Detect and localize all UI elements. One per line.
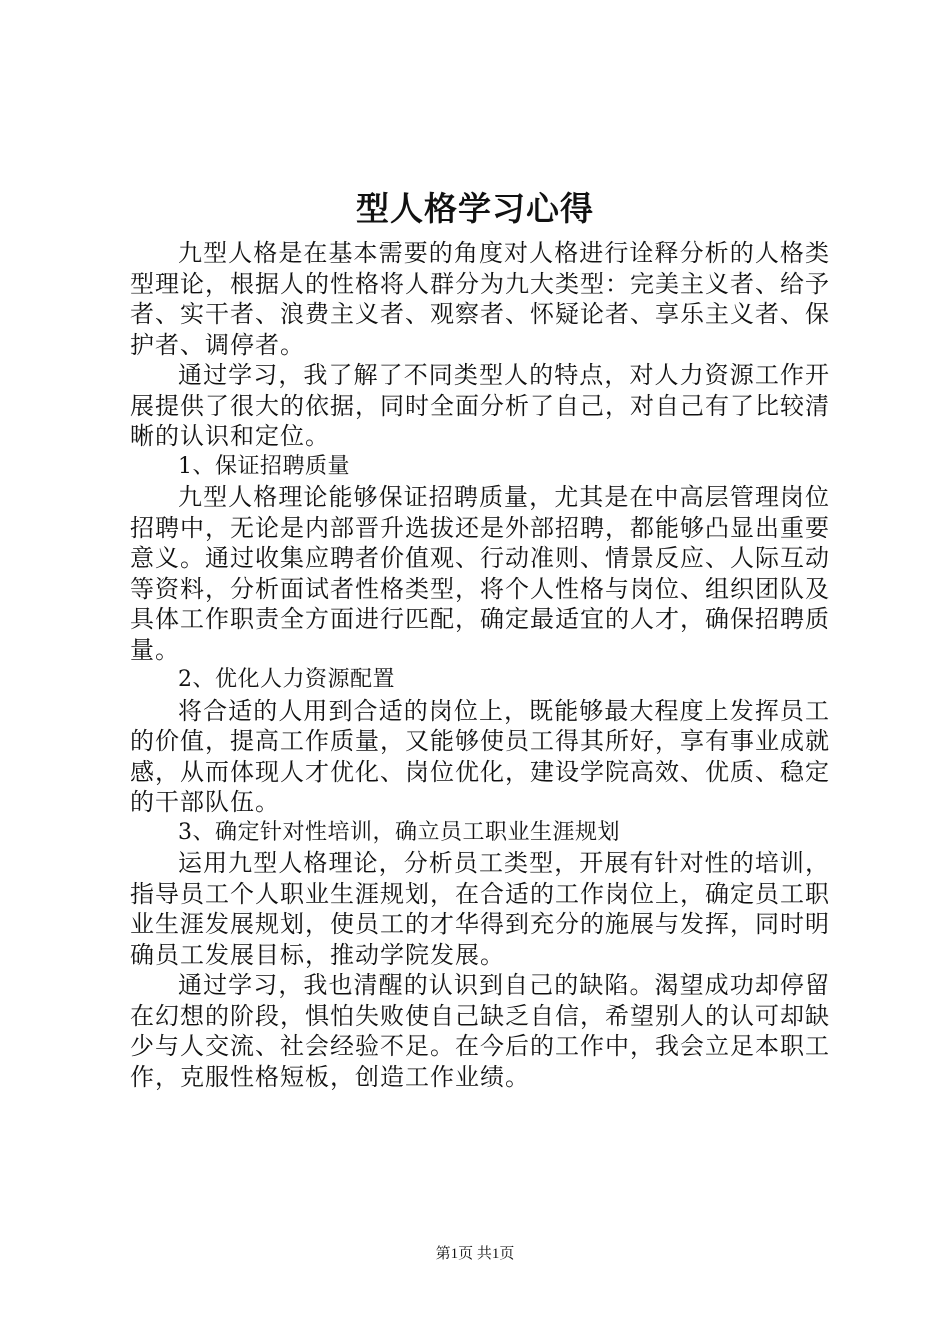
- paragraph-intro: 九型人格是在基本需要的角度对人格进行诠释分析的人格类型理论，根据人的性格将人群分为九大类型：完美主义者、给予者、实干者、浪费主义者、观察者、怀疑论者、享乐主义者、保护者、调停者。: [130, 239, 830, 359]
- page-footer: 第1页 共1页: [435, 1246, 515, 1262]
- paragraph-allocation: 将合适的人用到合适的岗位上，既能够最大程度上发挥员工的价值，提高工作质量，又能够使员工得其所好，享有事业成就感，从而体现人才优化、岗位优化，建设学院高效、优质、稳定的干部队伍。: [130, 696, 830, 816]
- section-heading-1: 1、保证招聘质量: [178, 453, 350, 479]
- section-heading-3: 3、确定针对性培训，确立员工职业生涯规划: [178, 819, 620, 845]
- paragraph-learning: 通过学习，我了解了不同类型人的特点，对人力资源工作开展提供了很大的依据，同时全面分析了自己，对自己有了比较清晰的认识和定位。: [130, 361, 830, 450]
- paragraph-recruitment: 九型人格理论能够保证招聘质量，尤其是在中高层管理岗位招聘中，无论是内部晋升选拔还是外部招聘，都能够凸显出重要意义。通过收集应聘者价值观、行动准则、情景反应、人际互动等资料，分析面试者性格类型，将个人性格与岗位、组织团队及具体工作职责全方面进行匹配，确定最适宜的人才，确保招聘质量。: [130, 483, 830, 664]
- document-body: [130, 238, 830, 1092]
- paragraph-reflection: 通过学习，我也清醒的认识到自己的缺陷。渴望成功却停留在幻想的阶段，惧怕失败使自己缺乏自信，希望别人的认可却缺少与人交流、社会经验不足。在今后的工作中，我会立足本职工作，克服性格短板，创造工作业绩。: [130, 971, 830, 1091]
- document-title: 型人格学习心得: [356, 189, 594, 228]
- paragraph-training: 运用九型人格理论，分析员工类型，开展有针对性的培训，指导员工个人职业生涯规划，在合适的工作岗位上，确定员工职业生涯发展规划，使员工的才华得到充分的施展与发挥，同时明确员工发展目标，推动学院发展。: [130, 849, 830, 969]
- section-heading-2: 2、优化人力资源配置: [178, 667, 395, 692]
